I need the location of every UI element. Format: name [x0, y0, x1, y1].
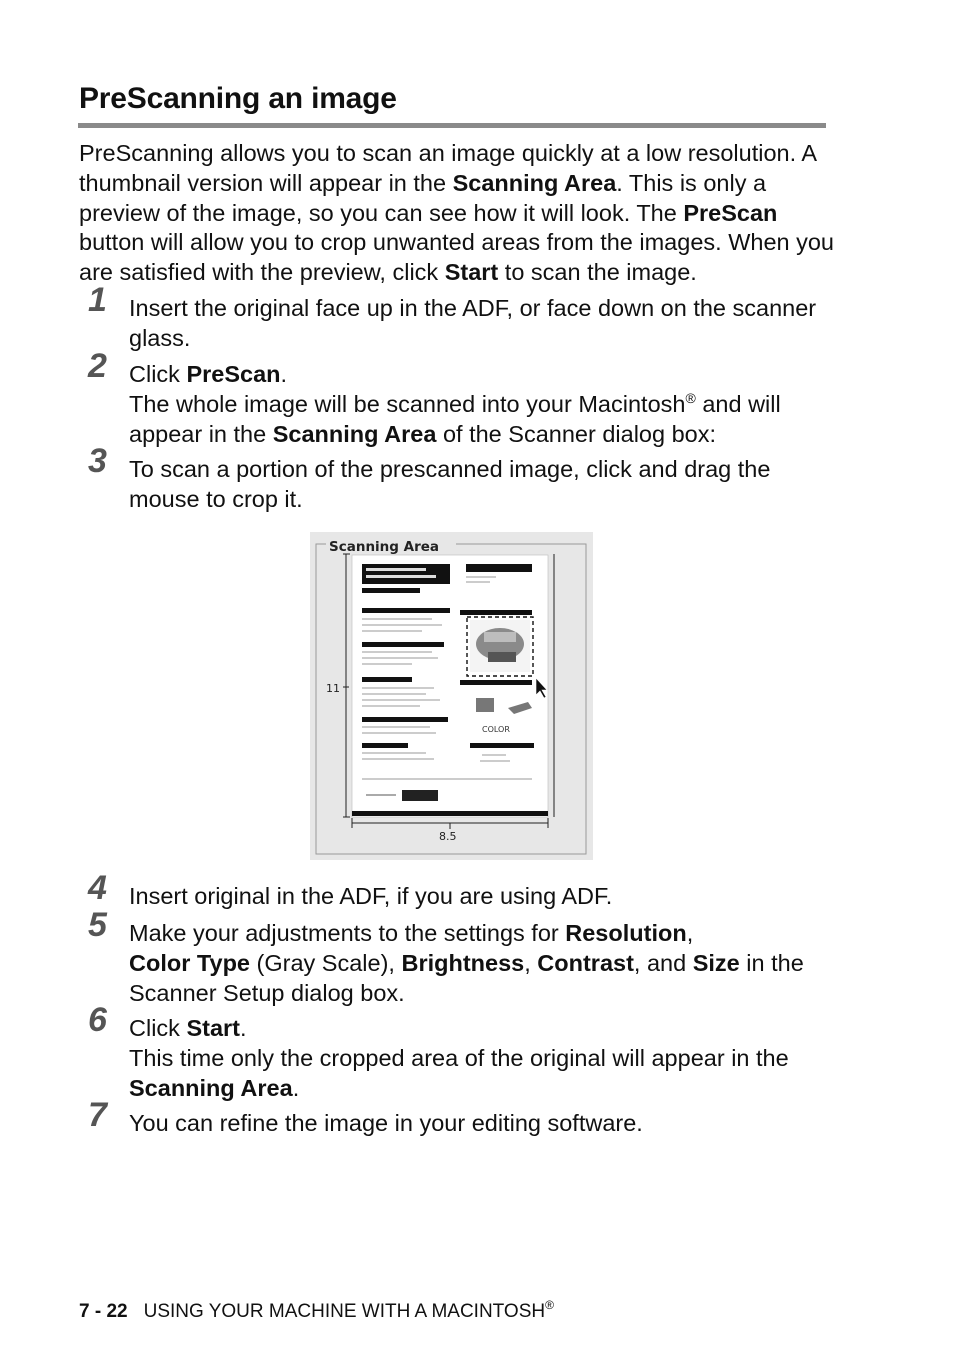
registered-mark: ®: [685, 389, 696, 406]
step-text: To scan a portion of the prescanned image, click and drag the mouse to crop it.: [129, 456, 771, 512]
page-title: PreScanning an image: [79, 82, 397, 115]
step-text-part: ,: [524, 949, 538, 976]
step-text-part: The whole image will be scanned into your Macintosh: [129, 390, 686, 417]
step-bold: Scanning Area: [129, 1074, 293, 1101]
step-number: 1: [88, 281, 107, 319]
step-bold: Color Type: [129, 949, 250, 976]
step-text-part: .: [240, 1015, 247, 1041]
intro-bold: Scanning Area: [452, 169, 617, 196]
step-bold: Start: [186, 1015, 240, 1041]
step-text-part: Click: [129, 1015, 187, 1041]
step-text-part: .: [280, 361, 288, 387]
step-bold: Brightness: [401, 949, 525, 976]
page-number: 7 - 22: [79, 1301, 128, 1322]
intro-bold: PreScan: [683, 199, 778, 226]
step-bold: Resolution: [565, 920, 687, 946]
step-text-part: This time only the cropped area of the original will appear in the: [129, 1044, 789, 1071]
step-text-part: ,: [686, 920, 694, 946]
height-label: 11: [326, 682, 340, 695]
section-title: USING YOUR MACHINE WITH A MACINTOSH: [143, 1301, 546, 1322]
step-text-part: and will appear in the: [129, 390, 781, 447]
step-bold: Contrast: [537, 949, 634, 976]
color-label: COLOR: [482, 725, 510, 734]
step-number: 2: [88, 347, 107, 385]
step-text-part: .: [292, 1074, 300, 1101]
step-text: [129, 360, 834, 449]
step-bold: Size: [692, 949, 740, 976]
step-number: 5: [88, 906, 107, 944]
step-text: Insert the original face up in the ADF, or face down on the scanner glass.: [129, 295, 817, 351]
page-footer: [79, 1298, 554, 1323]
step-number: 3: [88, 442, 107, 480]
scanning-area-illustration: [310, 532, 593, 860]
step-bold: PreScan: [186, 361, 281, 387]
step-text: Insert original in the ADF, if you are using ADF.: [129, 883, 613, 909]
title-rule: [78, 123, 826, 128]
registered-mark: ®: [545, 1298, 554, 1312]
intro-paragraph: [79, 139, 839, 288]
scanning-area-caption: Scanning Area: [329, 539, 440, 555]
intro-text: . This is only a preview of the image, so you can see how it will look. The: [79, 169, 767, 226]
width-label: 8.5: [439, 830, 457, 843]
step-text-part: Click: [129, 361, 187, 387]
step-text: [129, 1014, 834, 1103]
intro-bold: Start: [444, 259, 499, 286]
step-text-part: , and: [633, 949, 693, 976]
step-number: 7: [88, 1096, 107, 1134]
step-text-part: of the Scanner dialog box:: [436, 420, 717, 447]
step-number: 4: [88, 869, 107, 907]
intro-text: PreScanning allows you to scan an image quickly at a low resolution. A thumbnail version will appear in the: [79, 140, 816, 196]
step-bold: Scanning Area: [272, 420, 437, 447]
step-text-part: (Gray Scale),: [250, 949, 402, 976]
scanning-area-figure: [310, 532, 593, 860]
step-text-part: Make your adjustments to the settings for: [129, 920, 566, 946]
step-text: You can refine the image in your editing software.: [129, 1110, 643, 1136]
intro-text: to scan the image.: [498, 259, 697, 286]
step-text-part: in the Scanner Setup dialog box.: [129, 949, 804, 1006]
step-text: [129, 919, 834, 1008]
step-number: 6: [88, 1001, 107, 1039]
intro-text: button will allow you to crop unwanted areas from the images. When you are satisfied with the preview, click: [79, 229, 835, 286]
